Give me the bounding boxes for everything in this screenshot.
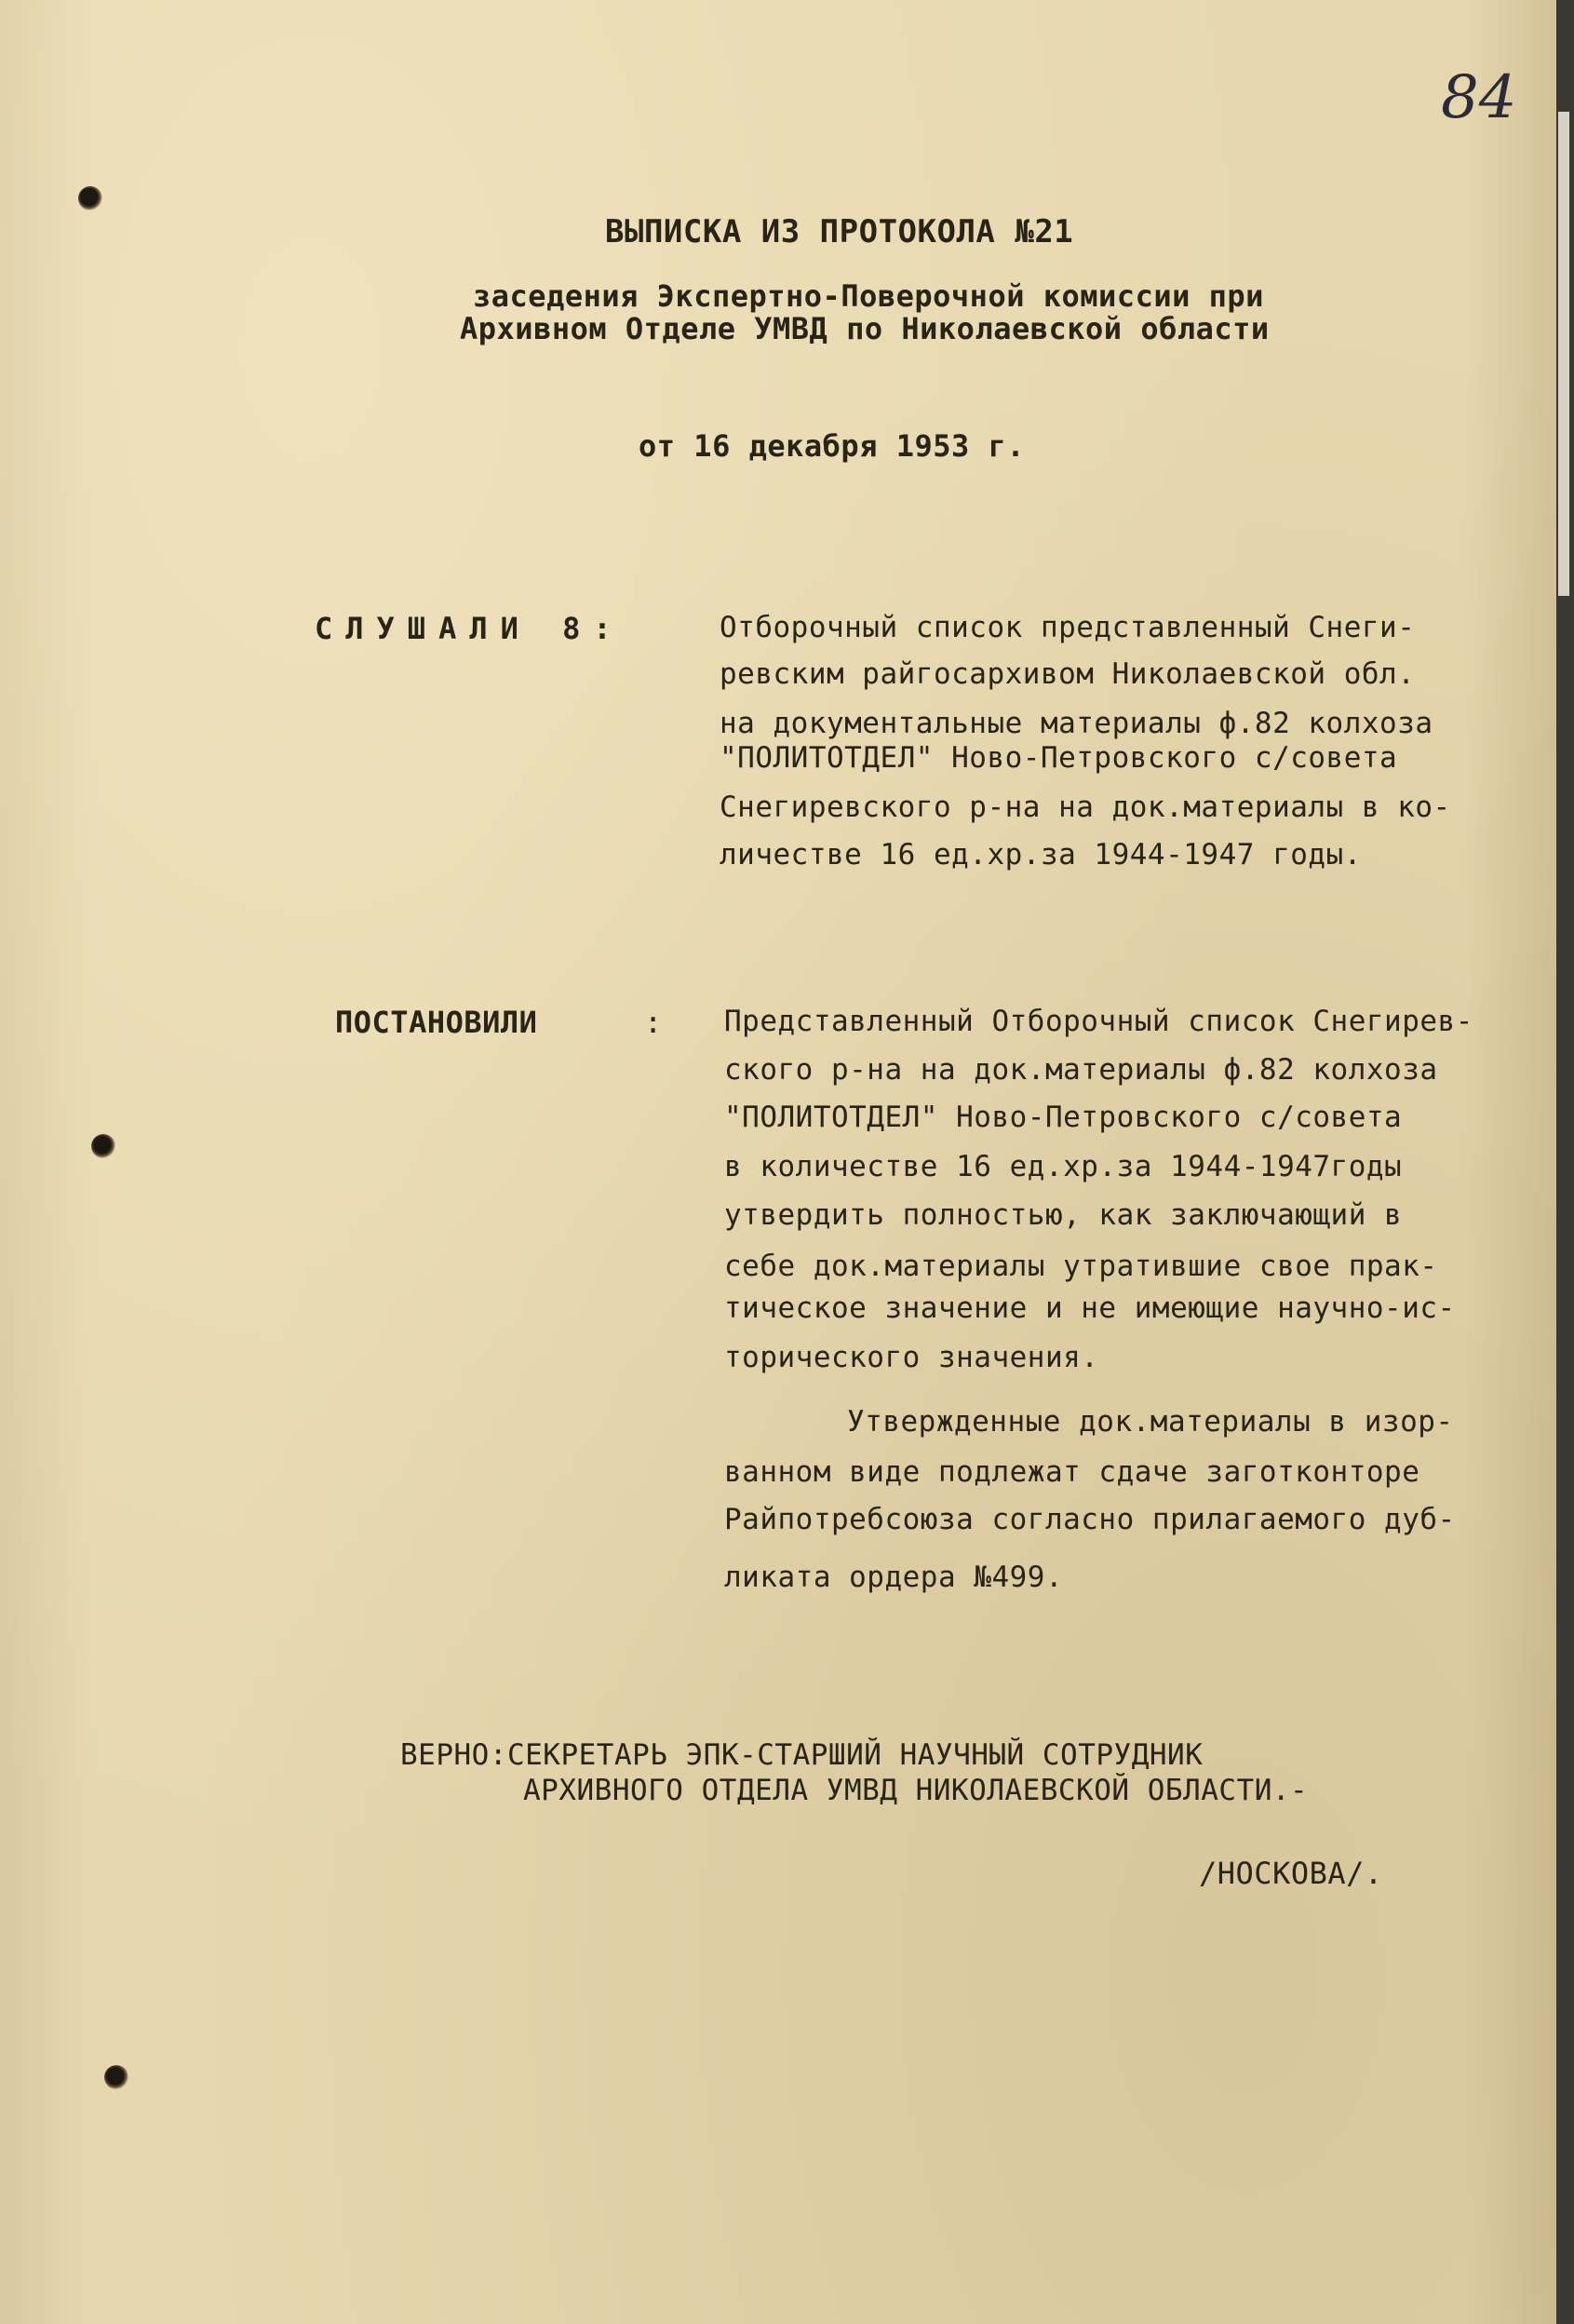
resolved-colon: :: [644, 1005, 663, 1040]
certification-line-2: АРХИВНОГО ОТДЕЛА УМВД НИКОЛАЕВСКОЙ ОБЛАСТИ.-: [523, 1774, 1309, 1807]
resolved-line: ского р-на на док.материалы ф.82 колхоза: [724, 1053, 1438, 1087]
resolved-line: себе док.материалы утратившие свое прак-: [724, 1250, 1438, 1283]
resolved-line: Представленный Отборочный список Снегирев-: [724, 1005, 1473, 1038]
resolved-line: торического значения.: [724, 1341, 1099, 1374]
heard-line: личестве 16 ед.хр.за 1944-1947 годы.: [720, 838, 1362, 872]
resolved-paragraph2-line: ванном виде подлежат сдаче заготконторе: [724, 1455, 1420, 1489]
resolved-line: тическое значение и не имеющие научно-ис-: [724, 1291, 1456, 1325]
heard-line: ревским райгосархивом Николаевской обл.: [720, 657, 1416, 691]
adjacent-sheet-edge: [1558, 112, 1569, 596]
heard-line: Снегиревского р-на на док.материалы в ко-: [720, 790, 1451, 824]
heard-line: Отборочный список представленный Снеги-: [720, 611, 1416, 644]
heard-label: СЛУШАЛИ 8:: [315, 611, 625, 646]
meeting-date: от 16 декабря 1953 г.: [639, 428, 1026, 464]
resolved-paragraph2-line: ликата ордера №499.: [724, 1561, 1064, 1594]
certification-line-1: ВЕРНО:СЕКРЕТАРЬ ЭПК-СТАРШИЙ НАУЧНЫЙ СОТРУДНИК: [400, 1738, 1204, 1772]
resolved-paragraph2-line: Райпотребсоюза согласно прилагаемого дуб-: [724, 1503, 1456, 1536]
resolved-label: ПОСТАНОВИЛИ: [335, 1005, 538, 1040]
resolved-line: утвердить полностью, как заключающий в: [724, 1198, 1403, 1232]
page-number: 84: [1441, 63, 1517, 132]
punch-hole-middle: [91, 1134, 115, 1158]
heard-line: "ПОЛИТОТДЕЛ" Ново-Петровского с/совета: [720, 741, 1398, 775]
resolved-paragraph2-line: Утвержденные док.материалы в изор-: [847, 1405, 1454, 1439]
heard-line: на документальные материалы ф.82 колхоза: [720, 707, 1433, 740]
subtitle-line-2: Архивном Отделе УМВД по Николаевской области: [460, 311, 1270, 346]
punch-hole-bottom: [104, 2065, 128, 2089]
punch-hole-top: [78, 186, 102, 210]
signature-name: /НОСКОВА/.: [1199, 1856, 1383, 1891]
subtitle-line-1: заседения Экспертно-Поверочной комиссии при: [473, 278, 1264, 314]
resolved-line: в количестве 16 ед.хр.за 1944-1947годы: [724, 1150, 1403, 1183]
resolved-line: "ПОЛИТОТДЕЛ" Ново-Петровского с/совета: [724, 1101, 1403, 1134]
document-title: ВЫПИСКА ИЗ ПРОТОКОЛА №21: [605, 213, 1074, 250]
